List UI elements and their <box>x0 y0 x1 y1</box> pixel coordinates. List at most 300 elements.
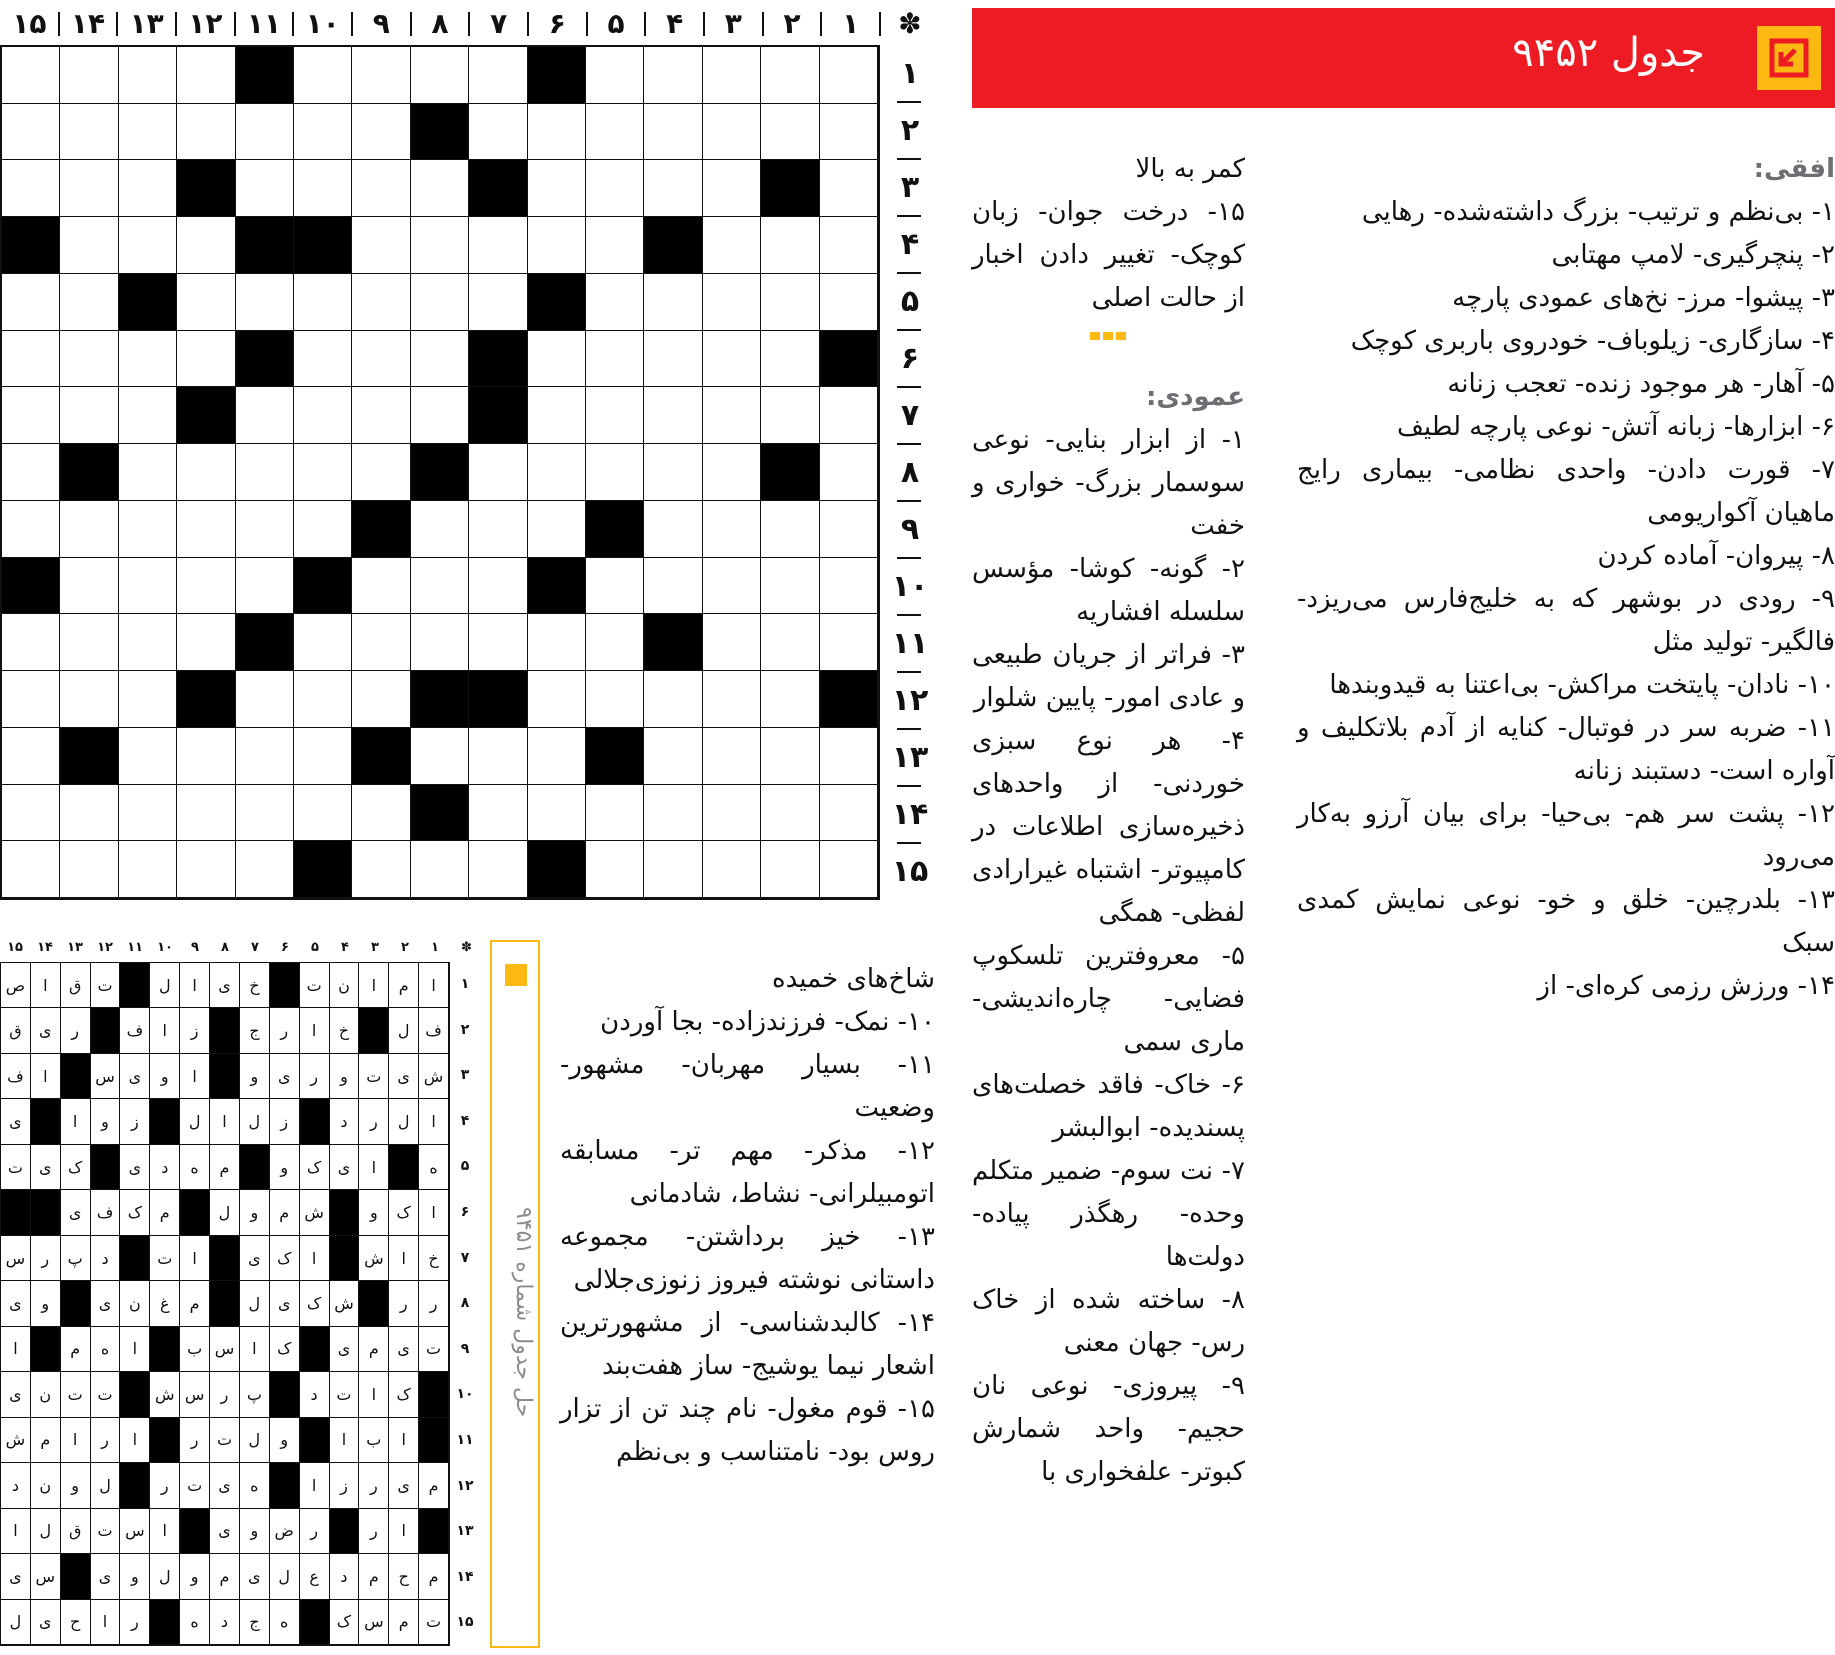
grid-cell <box>294 104 352 161</box>
solution-cell: ر <box>359 1509 389 1554</box>
solution-cell: پ <box>240 1372 270 1417</box>
grid-cell <box>119 614 177 671</box>
solution-cell: ا <box>389 1418 419 1463</box>
grid-cell <box>586 671 644 728</box>
grid-cell <box>177 558 235 615</box>
grid-cell <box>761 104 819 161</box>
grid-cell <box>119 841 177 898</box>
column-separator <box>527 12 529 36</box>
solution-cell <box>389 1145 419 1190</box>
solution-column-number: ۶ <box>281 940 289 955</box>
solution-cell <box>359 1008 389 1053</box>
solution-cell: س <box>1 1236 31 1281</box>
grid-cell <box>761 444 819 501</box>
solution-cell: ش <box>330 1281 360 1326</box>
grid-cell <box>177 160 235 217</box>
solution-row-number: ۵ <box>460 1158 470 1175</box>
grid-cell <box>352 104 410 161</box>
grid-cell <box>60 104 118 161</box>
grid-cell <box>586 501 644 558</box>
solution-cell <box>359 1281 389 1326</box>
solution-cell <box>150 1099 180 1144</box>
grid-cell <box>177 785 235 842</box>
grid-cell <box>586 104 644 161</box>
clue-across-1: ۱- بی‌نظم و ترتیب- بزرگ داشته‌شده- رهایی <box>1361 197 1835 227</box>
solution-cell: و <box>61 1463 91 1508</box>
column-number: ۳ <box>724 7 742 40</box>
solution-cell: ر <box>359 1463 389 1508</box>
solution-row-number: ۱۵ <box>456 1614 474 1631</box>
column-separator <box>351 12 353 36</box>
solution-cell <box>300 1418 330 1463</box>
clue-down-15: ۱۵- قوم مغول- نام چند تن از تزار روس بود- نامتناسب و بی‌نظم <box>560 1394 935 1467</box>
grid-cell <box>528 160 586 217</box>
solution-cell: ت <box>419 1600 449 1645</box>
grid-cell <box>2 614 60 671</box>
row-number: ۱۴ <box>891 797 929 832</box>
grid-cell <box>60 671 118 728</box>
grid-cell <box>294 501 352 558</box>
solution-cell <box>210 1054 240 1099</box>
solution-cell: ی <box>1 1099 31 1144</box>
row-number: ۴ <box>900 227 920 262</box>
solution-cell: ه <box>180 1145 210 1190</box>
column-separator <box>292 12 294 36</box>
solution-cell: س <box>120 1509 150 1554</box>
grid-cell <box>703 160 761 217</box>
solution-grid <box>0 962 450 1646</box>
solution-cell: ل <box>91 1463 121 1508</box>
solution-cell: ا <box>330 1418 360 1463</box>
solution-cell: د <box>210 1600 240 1645</box>
solution-cell: د <box>1 1463 31 1508</box>
solution-cell: ف <box>419 1008 449 1053</box>
solution-cell: و <box>270 1145 300 1190</box>
solution-cell: ت <box>210 1418 240 1463</box>
clue-down-13: ۱۳- خیز برداشتن- مجموعه داستانی نوشته فیروز زنوزی‌جلالی <box>560 1222 935 1295</box>
solution-cell: ی <box>91 1554 121 1599</box>
solution-cell: ی <box>389 1054 419 1099</box>
solution-column-number: ۵ <box>311 940 319 955</box>
grid-cell <box>411 331 469 388</box>
solution-cell: ن <box>120 1281 150 1326</box>
row-number: ۱۰ <box>891 569 929 604</box>
solution-cell: ی <box>330 1327 360 1372</box>
solution-cell: ا <box>389 1236 419 1281</box>
solution-cell: ا <box>240 1327 270 1372</box>
solution-cell: ی <box>1 1554 31 1599</box>
clue-across-12: ۱۲- پشت سر هم- بی‌حیا- برای بیان آرزو به‌کار می‌رود <box>1297 799 1835 872</box>
solution-row-number: ۱۱ <box>456 1432 474 1448</box>
solution-cell: ت <box>180 1463 210 1508</box>
solution-cell: ه <box>91 1327 121 1372</box>
grid-cell <box>644 841 702 898</box>
row-number: ۱۳ <box>891 740 929 775</box>
grid-cell <box>469 841 527 898</box>
row-number: ۳ <box>900 170 920 205</box>
solution-cell: س <box>31 1554 61 1599</box>
solution-cell: ا <box>389 1509 419 1554</box>
solution-cell <box>31 1190 61 1235</box>
clue-down-12: ۱۲- مذکر- مهم تر- مسابقه اتومبیلرانی- نشاط، شادمانی <box>560 1136 935 1209</box>
solution-column-number: ۱۰ <box>157 940 173 955</box>
column-number: ۱۳ <box>129 7 164 40</box>
clue-down-4: ۴- هر نوع سبزی خوردنی- از واحدهای ذخیره‌سازی اطلاعات در کامپیوتر- اشتباه غیرارادی لفظی- همگی <box>972 726 1245 928</box>
solution-cell: ی <box>240 1236 270 1281</box>
column-number: ۵ <box>607 7 625 40</box>
grid-cell <box>236 728 294 785</box>
grid-cell <box>177 501 235 558</box>
grid-cell <box>411 558 469 615</box>
grid-cell <box>820 444 878 501</box>
grid-cell <box>236 785 294 842</box>
clue-down-3: ۳- فراتر از جریان طبیعی و عادی امور- پایین شلوار <box>972 640 1245 713</box>
solution-cell: ش <box>300 1190 330 1235</box>
solution-cell: و <box>180 1554 210 1599</box>
solution-cell: د <box>91 1236 121 1281</box>
grid-cell <box>644 331 702 388</box>
grid-cell <box>119 501 177 558</box>
grid-cell <box>761 47 819 104</box>
row-separator <box>897 215 921 217</box>
solution-cell: ل <box>240 1281 270 1326</box>
solution-cell: ا <box>359 1372 389 1417</box>
solution-column-number: ۱۳ <box>67 940 83 955</box>
grid-cell <box>411 614 469 671</box>
clue-across-11: ۱۱- ضربه سر در فوتبال- کنایه از آدم بلاتکلیف و آواره است- دستبند زنانه <box>1297 713 1835 786</box>
grid-cell <box>586 558 644 615</box>
grid-cell <box>119 671 177 728</box>
solution-cell <box>180 1509 210 1554</box>
solution-cell: ا <box>61 1099 91 1144</box>
grid-cell <box>761 331 819 388</box>
column-number: ۱۱ <box>246 7 282 40</box>
grid-cell <box>411 47 469 104</box>
grid-cell <box>352 558 410 615</box>
solution-cell: ح <box>61 1600 91 1645</box>
grid-cell <box>177 671 235 728</box>
crossword-grid <box>0 45 880 900</box>
solution-cell: ی <box>210 963 240 1008</box>
solution-cell: م <box>270 1190 300 1235</box>
grid-cell <box>820 614 878 671</box>
solution-cell: ک <box>270 1327 300 1372</box>
solution-cell: ر <box>389 1281 419 1326</box>
grid-cell <box>644 614 702 671</box>
solution-cell: ز <box>120 1099 150 1144</box>
column-separator <box>644 12 646 36</box>
solution-cell: م <box>31 1418 61 1463</box>
grid-cell <box>236 671 294 728</box>
solution-cell: ن <box>31 1372 61 1417</box>
clue-across-14: ۱۴- ورزش رزمی کره‌ای- از <box>1537 971 1835 1001</box>
row-separator <box>897 386 921 388</box>
row-separator <box>897 329 921 331</box>
solution-cell <box>120 963 150 1008</box>
solution-cell: ا <box>1 1327 31 1372</box>
across-clues <box>1297 148 1835 1008</box>
puzzle-title: جدول ۹۴۵۲ <box>1512 30 1705 76</box>
grid-cell <box>820 331 878 388</box>
grid-cell <box>352 444 410 501</box>
clue-across-4: ۴- سازگاری- زیلوباف- خودروی باربری کوچک <box>1350 326 1835 356</box>
column-separator <box>175 12 177 36</box>
solution-cell: ر <box>300 1509 330 1554</box>
solution-row-number: ۳ <box>460 1067 470 1084</box>
solution-column-number: ۱۵ <box>7 940 23 955</box>
grid-cell <box>528 331 586 388</box>
column-number: ۹ <box>372 7 390 40</box>
grid-cell <box>703 558 761 615</box>
grid-cell <box>60 558 118 615</box>
grid-cell <box>236 387 294 444</box>
column-separator <box>703 12 705 36</box>
column-number: ۶ <box>548 7 566 40</box>
grid-cell <box>294 785 352 842</box>
grid-cell <box>119 444 177 501</box>
grid-cell <box>703 104 761 161</box>
solution-cell: ه <box>270 1600 300 1645</box>
solution-cell: و <box>240 1054 270 1099</box>
grid-cell <box>294 331 352 388</box>
row-number: ۱۲ <box>891 683 929 718</box>
grid-cell <box>644 217 702 274</box>
solution-cell: ا <box>120 1327 150 1372</box>
grid-cell <box>820 387 878 444</box>
grid-cell <box>60 217 118 274</box>
solution-cell: ل <box>210 1190 240 1235</box>
grid-cell <box>761 671 819 728</box>
solution-cell: ه <box>419 1145 449 1190</box>
row-number: ۲ <box>900 113 920 148</box>
grid-cell <box>644 728 702 785</box>
row-number: ۱۵ <box>891 854 929 889</box>
solution-cell: ل <box>270 1554 300 1599</box>
solution-cell: م <box>419 1554 449 1599</box>
solution-cell: ی <box>389 1327 419 1372</box>
column-separator <box>58 12 60 36</box>
grid-cell <box>177 387 235 444</box>
grid-cell <box>644 501 702 558</box>
solution-row-numbers <box>452 962 482 1646</box>
solution-cell: پ <box>61 1236 91 1281</box>
grid-cell <box>469 47 527 104</box>
solution-cell: ا <box>120 1418 150 1463</box>
solution-row-number: ۶ <box>460 1204 470 1220</box>
solution-cell: ا <box>300 1236 330 1281</box>
grid-cell <box>352 217 410 274</box>
grid-cell <box>528 217 586 274</box>
solution-cell: ق <box>1 1008 31 1053</box>
solution-cell: ت <box>61 1372 91 1417</box>
solution-cell: و <box>31 1281 61 1326</box>
solution-cell: ا <box>419 1099 449 1144</box>
grid-cell <box>528 501 586 558</box>
grid-cell <box>2 785 60 842</box>
solution-cell: ر <box>150 1463 180 1508</box>
grid-cell <box>294 671 352 728</box>
solution-cell: ی <box>330 1145 360 1190</box>
solution-row-number: ۷ <box>460 1249 470 1266</box>
solution-cell: ک <box>300 1281 330 1326</box>
solution-cell: ت <box>1 1145 31 1190</box>
solution-cell: ب <box>359 1418 389 1463</box>
solution-cell <box>150 1327 180 1372</box>
column-separator <box>762 12 764 36</box>
solution-cell: ی <box>1 1281 31 1326</box>
row-number: ۵ <box>900 284 920 319</box>
grid-cell <box>352 671 410 728</box>
grid-cell <box>177 47 235 104</box>
column-separator <box>410 12 412 36</box>
grid-cell <box>119 331 177 388</box>
solution-cell: م <box>210 1554 240 1599</box>
solution-cell <box>210 1281 240 1326</box>
solution-cell: ش <box>150 1372 180 1417</box>
grid-cell <box>703 501 761 558</box>
grid-cell <box>586 274 644 331</box>
row-number: ۸ <box>900 455 920 490</box>
solution-cell: م <box>389 963 419 1008</box>
solution-cell: ی <box>61 1190 91 1235</box>
grid-cell <box>236 47 294 104</box>
grid-cell <box>703 841 761 898</box>
grid-cell <box>586 387 644 444</box>
clue-across-15: ۱۵- درخت جوان- زبان کوچک- تغییر دادن اخبار از حالت اصلی <box>972 197 1245 313</box>
grid-cell <box>469 728 527 785</box>
solution-cell <box>330 1236 360 1281</box>
solution-cell: ف <box>1 1054 31 1099</box>
solution-corner-symbol: ✽ <box>461 940 472 955</box>
solution-cell: ر <box>210 1372 240 1417</box>
solution-cell: ا <box>300 1463 330 1508</box>
grid-cell <box>177 444 235 501</box>
solution-cell: ف <box>120 1008 150 1053</box>
solution-cell: ض <box>270 1509 300 1554</box>
grid-cell <box>469 671 527 728</box>
solution-cell: ا <box>210 1099 240 1144</box>
solution-cell: ی <box>270 1281 300 1326</box>
solution-cell: ک <box>389 1372 419 1417</box>
solution-cell: ی <box>210 1509 240 1554</box>
grid-cell <box>119 104 177 161</box>
grid-cell <box>411 217 469 274</box>
grid-cell <box>703 274 761 331</box>
solution-cell: ل <box>150 963 180 1008</box>
grid-cell <box>528 671 586 728</box>
row-separator <box>897 671 921 673</box>
solution-cell: ه <box>180 1600 210 1645</box>
solution-cell: ن <box>330 963 360 1008</box>
grid-cell <box>703 444 761 501</box>
grid-cell <box>528 47 586 104</box>
row-number: ۱۱ <box>891 626 929 661</box>
grid-cell <box>761 728 819 785</box>
solution-cell: ا <box>180 963 210 1008</box>
grid-cell <box>352 785 410 842</box>
clue-down-9: ۹- پیروزی- نوعی نان حجیم- واحد شمارش کبوتر- علفخواری با <box>972 1371 1245 1487</box>
clue-across-10: ۱۰- نادان- پایتخت مراکش- بی‌اعتنا به قیدوبندها <box>1329 670 1835 700</box>
clue-down-2: ۲- گونه- کوشا- مؤسس سلسله افشاریه <box>972 554 1245 627</box>
clue-across-2: ۲- پنچرگیری- لامپ مهتابی <box>1551 240 1835 270</box>
row-separator <box>897 500 921 502</box>
solution-cell <box>300 1327 330 1372</box>
grid-cell <box>644 274 702 331</box>
solution-cell: خ <box>419 1236 449 1281</box>
row-separator <box>897 272 921 274</box>
clue-across-13: ۱۳- بلدرچین- خلق و خو- نوعی نمایش کمدی سبک <box>1297 885 1835 958</box>
solution-cell <box>300 1099 330 1144</box>
solution-cell: ی <box>240 1554 270 1599</box>
solution-cell: و <box>240 1509 270 1554</box>
solution-column-number: ۸ <box>221 940 229 955</box>
grid-cell <box>820 47 878 104</box>
grid-cell <box>236 444 294 501</box>
solution-cell: ش <box>419 1054 449 1099</box>
solution-cell: ر <box>300 1054 330 1099</box>
solution-cell: ی <box>31 1600 61 1645</box>
grid-cell <box>820 274 878 331</box>
solution-row-number: ۴ <box>460 1112 470 1129</box>
solution-cell: ر <box>31 1236 61 1281</box>
grid-cell <box>119 728 177 785</box>
grid-cell <box>644 444 702 501</box>
solution-cell: ص <box>1 963 31 1008</box>
grid-cell <box>586 785 644 842</box>
solution-cell: ر <box>419 1281 449 1326</box>
solution-row-number: ۱۰ <box>456 1386 474 1403</box>
solution-cell: ل <box>389 1099 419 1144</box>
puzzle-logo-icon <box>1757 26 1821 90</box>
column-separator <box>468 12 470 36</box>
clue-across-14-cont: کمر به بالا <box>1135 154 1245 184</box>
grid-cell <box>586 728 644 785</box>
grid-cell <box>2 671 60 728</box>
solution-cell: ی <box>120 1054 150 1099</box>
column-number: ۱۵ <box>12 7 47 40</box>
clue-down-1: ۱- از ابزار بنایی- نوعی سوسمار بزرگ- خواری و خفت <box>972 425 1245 541</box>
solution-cell: و <box>270 1418 300 1463</box>
grid-cell <box>60 614 118 671</box>
column-number: ۱۴ <box>70 7 106 40</box>
grid-cell <box>119 785 177 842</box>
solution-cell: ه <box>240 1463 270 1508</box>
solution-cell: ل <box>180 1099 210 1144</box>
solution-cell: ز <box>270 1099 300 1144</box>
solution-cell: س <box>91 1054 121 1099</box>
solution-cell: و <box>330 1054 360 1099</box>
row-separator <box>897 443 921 445</box>
solution-cell: ر <box>180 1418 210 1463</box>
row-separator <box>897 842 921 844</box>
solution-cell: ا <box>31 1054 61 1099</box>
grid-cell <box>177 331 235 388</box>
grid-cell <box>644 671 702 728</box>
solution-cell: ل <box>389 1008 419 1053</box>
solution-cell: و <box>150 1054 180 1099</box>
grid-cell <box>236 104 294 161</box>
grid-cell <box>469 387 527 444</box>
puzzle-header <box>972 8 1835 108</box>
grid-cell <box>644 47 702 104</box>
grid-cell <box>820 217 878 274</box>
solution-cell <box>270 963 300 1008</box>
grid-cell <box>294 444 352 501</box>
solution-row-number: ۱۳ <box>456 1523 474 1540</box>
solution-cell: ل <box>150 1554 180 1599</box>
grid-cell <box>2 331 60 388</box>
grid-cell <box>294 558 352 615</box>
